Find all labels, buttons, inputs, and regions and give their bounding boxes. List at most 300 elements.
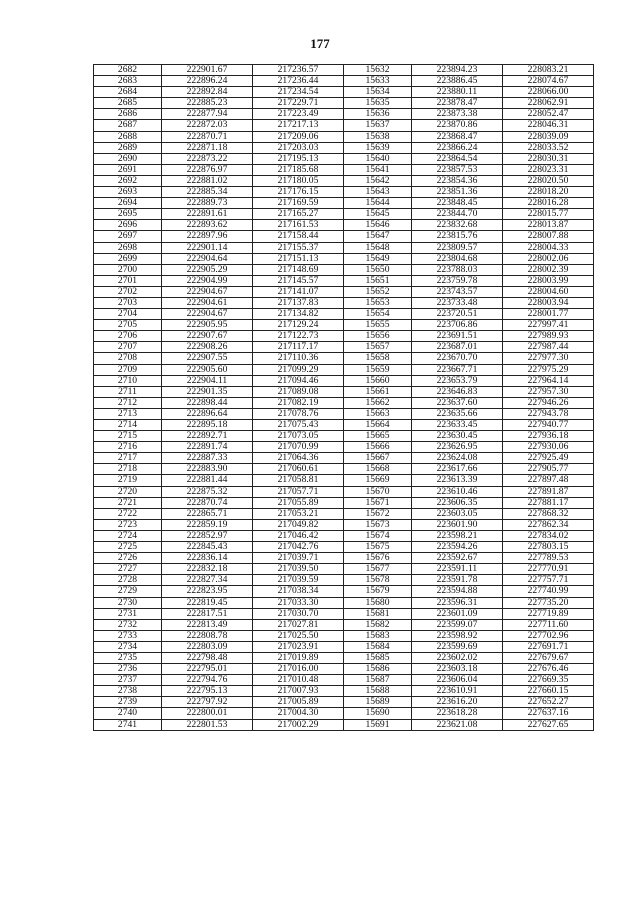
y-coordinate-b-cell: 227925.49	[503, 453, 594, 464]
y-coordinate-b-cell: 227905.77	[503, 464, 594, 475]
table-row	[94, 464, 594, 475]
point-number-a-cell: 2740	[94, 708, 162, 719]
y-coordinate-a-cell: 217053.21	[253, 508, 344, 519]
y-coordinate-b-cell: 227735.20	[503, 597, 594, 608]
x-coordinate-a-cell: 222905.95	[162, 320, 253, 331]
point-number-a-cell: 2683	[94, 76, 162, 87]
point-number-a-cell: 2727	[94, 564, 162, 575]
point-number-b-cell: 15645	[344, 209, 412, 220]
x-coordinate-b-cell: 223848.45	[412, 198, 503, 209]
x-coordinate-b-cell: 223601.09	[412, 608, 503, 619]
point-number-b-cell: 15677	[344, 564, 412, 575]
x-coordinate-b-cell: 223894.23	[412, 65, 503, 76]
point-number-b-cell: 15642	[344, 175, 412, 186]
point-number-b-cell: 15666	[344, 442, 412, 453]
x-coordinate-a-cell: 222808.78	[162, 630, 253, 641]
y-coordinate-a-cell: 217169.59	[253, 198, 344, 209]
table-row	[94, 109, 594, 120]
table-row	[94, 664, 594, 675]
x-coordinate-b-cell: 223706.86	[412, 320, 503, 331]
y-coordinate-a-cell: 217075.43	[253, 420, 344, 431]
x-coordinate-a-cell: 222885.23	[162, 98, 253, 109]
x-coordinate-a-cell: 222896.64	[162, 408, 253, 419]
point-number-a-cell: 2737	[94, 675, 162, 686]
y-coordinate-a-cell: 217004.30	[253, 708, 344, 719]
point-number-b-cell: 15633	[344, 76, 412, 87]
x-coordinate-b-cell: 223621.08	[412, 719, 503, 730]
x-coordinate-b-cell: 223591.11	[412, 564, 503, 575]
x-coordinate-b-cell: 223815.76	[412, 231, 503, 242]
x-coordinate-b-cell: 223618.28	[412, 708, 503, 719]
table-row	[94, 264, 594, 275]
x-coordinate-b-cell: 223844.70	[412, 209, 503, 220]
point-number-b-cell: 15685	[344, 652, 412, 663]
y-coordinate-b-cell: 228083.21	[503, 65, 594, 76]
point-number-a-cell: 2698	[94, 242, 162, 253]
point-number-b-cell: 15663	[344, 408, 412, 419]
point-number-a-cell: 2712	[94, 397, 162, 408]
point-number-b-cell: 15673	[344, 519, 412, 530]
x-coordinate-a-cell: 222865.71	[162, 508, 253, 519]
coordinates-table	[93, 64, 594, 731]
point-number-a-cell: 2735	[94, 652, 162, 663]
x-coordinate-a-cell: 222904.64	[162, 253, 253, 264]
y-coordinate-a-cell: 217141.07	[253, 286, 344, 297]
y-coordinate-b-cell: 227943.78	[503, 408, 594, 419]
point-number-b-cell: 15688	[344, 686, 412, 697]
x-coordinate-a-cell: 222901.35	[162, 386, 253, 397]
x-coordinate-a-cell: 222907.55	[162, 353, 253, 364]
y-coordinate-b-cell: 227957.30	[503, 386, 594, 397]
table-row	[94, 309, 594, 320]
y-coordinate-b-cell: 227669.35	[503, 675, 594, 686]
table-row	[94, 164, 594, 175]
y-coordinate-b-cell: 228023.31	[503, 164, 594, 175]
table-row	[94, 175, 594, 186]
y-coordinate-a-cell: 217033.30	[253, 597, 344, 608]
x-coordinate-b-cell: 223592.67	[412, 553, 503, 564]
table-row	[94, 641, 594, 652]
y-coordinate-b-cell: 227964.14	[503, 375, 594, 386]
point-number-a-cell: 2736	[94, 664, 162, 675]
table-row	[94, 231, 594, 242]
point-number-b-cell: 15669	[344, 475, 412, 486]
point-number-b-cell: 15679	[344, 586, 412, 597]
table-row	[94, 586, 594, 597]
y-coordinate-b-cell: 227891.87	[503, 486, 594, 497]
point-number-a-cell: 2711	[94, 386, 162, 397]
y-coordinate-a-cell: 217158.44	[253, 231, 344, 242]
point-number-b-cell: 15635	[344, 98, 412, 109]
y-coordinate-b-cell: 227679.67	[503, 652, 594, 663]
point-number-a-cell: 2732	[94, 619, 162, 630]
y-coordinate-a-cell: 217110.36	[253, 353, 344, 364]
x-coordinate-a-cell: 222877.94	[162, 109, 253, 120]
point-number-b-cell: 15636	[344, 109, 412, 120]
x-coordinate-a-cell: 222889.73	[162, 198, 253, 209]
y-coordinate-b-cell: 228074.67	[503, 76, 594, 87]
point-number-b-cell: 15639	[344, 142, 412, 153]
point-number-b-cell: 15650	[344, 264, 412, 275]
table-row	[94, 131, 594, 142]
x-coordinate-a-cell: 222832.18	[162, 564, 253, 575]
x-coordinate-b-cell: 223667.71	[412, 364, 503, 375]
x-coordinate-a-cell: 222870.71	[162, 131, 253, 142]
point-number-b-cell: 15664	[344, 420, 412, 431]
point-number-b-cell: 15680	[344, 597, 412, 608]
y-coordinate-a-cell: 217185.68	[253, 164, 344, 175]
point-number-b-cell: 15658	[344, 353, 412, 364]
y-coordinate-a-cell: 217176.15	[253, 187, 344, 198]
point-number-a-cell: 2734	[94, 641, 162, 652]
x-coordinate-a-cell: 222891.61	[162, 209, 253, 220]
y-coordinate-a-cell: 217209.06	[253, 131, 344, 142]
point-number-b-cell: 15649	[344, 253, 412, 264]
table-row	[94, 209, 594, 220]
x-coordinate-b-cell: 223606.04	[412, 675, 503, 686]
table-row	[94, 597, 594, 608]
y-coordinate-a-cell: 217027.81	[253, 619, 344, 630]
x-coordinate-b-cell: 223603.18	[412, 664, 503, 675]
point-number-a-cell: 2729	[94, 586, 162, 597]
point-number-b-cell: 15668	[344, 464, 412, 475]
x-coordinate-b-cell: 223610.46	[412, 486, 503, 497]
x-coordinate-a-cell: 222795.01	[162, 664, 253, 675]
x-coordinate-b-cell: 223630.45	[412, 431, 503, 442]
x-coordinate-b-cell: 223733.48	[412, 297, 503, 308]
point-number-a-cell: 2710	[94, 375, 162, 386]
y-coordinate-b-cell: 227862.34	[503, 519, 594, 530]
y-coordinate-b-cell: 228018.20	[503, 187, 594, 198]
y-coordinate-a-cell: 217057.71	[253, 486, 344, 497]
x-coordinate-a-cell: 222852.97	[162, 530, 253, 541]
table-row	[94, 364, 594, 375]
x-coordinate-a-cell: 222876.97	[162, 164, 253, 175]
table-row	[94, 120, 594, 131]
point-number-b-cell: 15661	[344, 386, 412, 397]
x-coordinate-b-cell: 223687.01	[412, 342, 503, 353]
table-row	[94, 453, 594, 464]
x-coordinate-b-cell: 223743.57	[412, 286, 503, 297]
y-coordinate-b-cell: 227740.99	[503, 586, 594, 597]
point-number-b-cell: 15675	[344, 542, 412, 553]
table-row	[94, 76, 594, 87]
point-number-b-cell: 15681	[344, 608, 412, 619]
y-coordinate-a-cell: 217236.44	[253, 76, 344, 87]
x-coordinate-a-cell: 222892.84	[162, 87, 253, 98]
y-coordinate-b-cell: 228066.00	[503, 87, 594, 98]
point-number-b-cell: 15686	[344, 664, 412, 675]
table-row	[94, 375, 594, 386]
point-number-a-cell: 2692	[94, 175, 162, 186]
y-coordinate-b-cell: 228030.31	[503, 153, 594, 164]
y-coordinate-b-cell: 228003.94	[503, 297, 594, 308]
y-coordinate-b-cell: 227868.32	[503, 508, 594, 519]
table-row	[94, 619, 594, 630]
y-coordinate-a-cell: 217039.50	[253, 564, 344, 575]
table-row	[94, 675, 594, 686]
y-coordinate-a-cell: 217023.91	[253, 641, 344, 652]
y-coordinate-a-cell: 217180.05	[253, 175, 344, 186]
y-coordinate-b-cell: 228033.52	[503, 142, 594, 153]
y-coordinate-a-cell: 217155.37	[253, 242, 344, 253]
point-number-b-cell: 15690	[344, 708, 412, 719]
x-coordinate-a-cell: 222819.45	[162, 597, 253, 608]
x-coordinate-b-cell: 223591.78	[412, 575, 503, 586]
point-number-a-cell: 2696	[94, 220, 162, 231]
y-coordinate-b-cell: 227789.53	[503, 553, 594, 564]
y-coordinate-a-cell: 217073.05	[253, 431, 344, 442]
y-coordinate-b-cell: 228004.60	[503, 286, 594, 297]
point-number-a-cell: 2694	[94, 198, 162, 209]
x-coordinate-a-cell: 222859.19	[162, 519, 253, 530]
y-coordinate-a-cell: 217064.36	[253, 453, 344, 464]
table-row	[94, 408, 594, 419]
point-number-a-cell: 2728	[94, 575, 162, 586]
y-coordinate-b-cell: 227719.89	[503, 608, 594, 619]
point-number-a-cell: 2706	[94, 331, 162, 342]
x-coordinate-b-cell: 223670.70	[412, 353, 503, 364]
table-row	[94, 187, 594, 198]
point-number-a-cell: 2704	[94, 309, 162, 320]
y-coordinate-b-cell: 227660.15	[503, 686, 594, 697]
y-coordinate-b-cell: 228020.50	[503, 175, 594, 186]
point-number-b-cell: 15667	[344, 453, 412, 464]
y-coordinate-b-cell: 227637.16	[503, 708, 594, 719]
x-coordinate-a-cell: 222823.95	[162, 586, 253, 597]
x-coordinate-b-cell: 223809.57	[412, 242, 503, 253]
point-number-a-cell: 2709	[94, 364, 162, 375]
table-row	[94, 431, 594, 442]
y-coordinate-b-cell: 227834.02	[503, 530, 594, 541]
point-number-a-cell: 2717	[94, 453, 162, 464]
y-coordinate-a-cell: 217070.99	[253, 442, 344, 453]
y-coordinate-a-cell: 217229.71	[253, 98, 344, 109]
point-number-b-cell: 15656	[344, 331, 412, 342]
y-coordinate-a-cell: 217078.76	[253, 408, 344, 419]
y-coordinate-b-cell: 227977.30	[503, 353, 594, 364]
point-number-b-cell: 15632	[344, 65, 412, 76]
point-number-b-cell: 15638	[344, 131, 412, 142]
x-coordinate-a-cell: 222897.96	[162, 231, 253, 242]
table-row	[94, 608, 594, 619]
x-coordinate-a-cell: 222798.48	[162, 652, 253, 663]
y-coordinate-b-cell: 228003.99	[503, 275, 594, 286]
x-coordinate-a-cell: 222797.92	[162, 697, 253, 708]
x-coordinate-a-cell: 222905.29	[162, 264, 253, 275]
x-coordinate-a-cell: 222881.02	[162, 175, 253, 186]
point-number-b-cell: 15660	[344, 375, 412, 386]
y-coordinate-b-cell: 227946.26	[503, 397, 594, 408]
table-row	[94, 652, 594, 663]
point-number-a-cell: 2722	[94, 508, 162, 519]
y-coordinate-b-cell: 227987.44	[503, 342, 594, 353]
x-coordinate-b-cell: 223594.88	[412, 586, 503, 597]
y-coordinate-b-cell: 227881.17	[503, 497, 594, 508]
point-number-a-cell: 2697	[94, 231, 162, 242]
table-row	[94, 275, 594, 286]
point-number-a-cell: 2703	[94, 297, 162, 308]
point-number-a-cell: 2689	[94, 142, 162, 153]
x-coordinate-b-cell: 223646.83	[412, 386, 503, 397]
point-number-a-cell: 2726	[94, 553, 162, 564]
x-coordinate-a-cell: 222875.32	[162, 486, 253, 497]
y-coordinate-a-cell: 217042.76	[253, 542, 344, 553]
x-coordinate-a-cell: 222896.24	[162, 76, 253, 87]
y-coordinate-a-cell: 217129.24	[253, 320, 344, 331]
x-coordinate-b-cell: 223804.68	[412, 253, 503, 264]
x-coordinate-b-cell: 223691.51	[412, 331, 503, 342]
x-coordinate-a-cell: 222908.26	[162, 342, 253, 353]
x-coordinate-a-cell: 222905.60	[162, 364, 253, 375]
table-row	[94, 98, 594, 109]
point-number-b-cell: 15684	[344, 641, 412, 652]
point-number-b-cell: 15672	[344, 508, 412, 519]
table-row	[94, 486, 594, 497]
y-coordinate-a-cell: 217203.03	[253, 142, 344, 153]
x-coordinate-b-cell: 223720.51	[412, 309, 503, 320]
x-coordinate-b-cell: 223635.66	[412, 408, 503, 419]
y-coordinate-a-cell: 217039.59	[253, 575, 344, 586]
x-coordinate-b-cell: 223616.20	[412, 697, 503, 708]
point-number-a-cell: 2713	[94, 408, 162, 419]
x-coordinate-b-cell: 223870.86	[412, 120, 503, 131]
x-coordinate-b-cell: 223626.95	[412, 442, 503, 453]
y-coordinate-a-cell: 217137.83	[253, 297, 344, 308]
y-coordinate-a-cell: 217002.29	[253, 719, 344, 730]
y-coordinate-b-cell: 227757.71	[503, 575, 594, 586]
point-number-b-cell: 15662	[344, 397, 412, 408]
point-number-a-cell: 2687	[94, 120, 162, 131]
point-number-b-cell: 15641	[344, 164, 412, 175]
table-row	[94, 530, 594, 541]
point-number-a-cell: 2691	[94, 164, 162, 175]
x-coordinate-a-cell: 222904.67	[162, 286, 253, 297]
table-row	[94, 253, 594, 264]
table-row	[94, 630, 594, 641]
y-coordinate-a-cell: 217145.57	[253, 275, 344, 286]
x-coordinate-b-cell: 223594.26	[412, 542, 503, 553]
y-coordinate-b-cell: 228039.09	[503, 131, 594, 142]
point-number-b-cell: 15654	[344, 309, 412, 320]
x-coordinate-a-cell: 222803.09	[162, 641, 253, 652]
y-coordinate-a-cell: 217030.70	[253, 608, 344, 619]
y-coordinate-a-cell: 217060.61	[253, 464, 344, 475]
table-row	[94, 220, 594, 231]
x-coordinate-b-cell: 223603.05	[412, 508, 503, 519]
table-row	[94, 397, 594, 408]
x-coordinate-b-cell: 223873.38	[412, 109, 503, 120]
point-number-a-cell: 2720	[94, 486, 162, 497]
y-coordinate-a-cell: 217195.13	[253, 153, 344, 164]
table-row	[94, 286, 594, 297]
point-number-b-cell: 15634	[344, 87, 412, 98]
point-number-a-cell: 2731	[94, 608, 162, 619]
y-coordinate-a-cell: 217134.82	[253, 309, 344, 320]
page-number: 177	[310, 36, 330, 51]
x-coordinate-a-cell: 222904.11	[162, 375, 253, 386]
x-coordinate-b-cell: 223602.02	[412, 652, 503, 663]
point-number-b-cell: 15640	[344, 153, 412, 164]
table-row	[94, 331, 594, 342]
x-coordinate-a-cell: 222827.34	[162, 575, 253, 586]
y-coordinate-b-cell: 227975.29	[503, 364, 594, 375]
point-number-a-cell: 2688	[94, 131, 162, 142]
point-number-a-cell: 2707	[94, 342, 162, 353]
point-number-a-cell: 2699	[94, 253, 162, 264]
y-coordinate-a-cell: 217038.34	[253, 586, 344, 597]
point-number-a-cell: 2741	[94, 719, 162, 730]
y-coordinate-b-cell: 228004.33	[503, 242, 594, 253]
x-coordinate-a-cell: 222845.43	[162, 542, 253, 553]
point-number-b-cell: 15689	[344, 697, 412, 708]
y-coordinate-b-cell: 228013.87	[503, 220, 594, 231]
y-coordinate-b-cell: 228016.28	[503, 198, 594, 209]
x-coordinate-a-cell: 222893.62	[162, 220, 253, 231]
y-coordinate-a-cell: 217007.93	[253, 686, 344, 697]
point-number-a-cell: 2738	[94, 686, 162, 697]
y-coordinate-a-cell: 217005.89	[253, 697, 344, 708]
x-coordinate-a-cell: 222891.74	[162, 442, 253, 453]
table-row	[94, 508, 594, 519]
point-number-b-cell: 15653	[344, 297, 412, 308]
x-coordinate-a-cell: 222873.22	[162, 153, 253, 164]
x-coordinate-b-cell: 223886.45	[412, 76, 503, 87]
y-coordinate-b-cell: 227702.96	[503, 630, 594, 641]
y-coordinate-a-cell: 217025.50	[253, 630, 344, 641]
y-coordinate-b-cell: 227770.91	[503, 564, 594, 575]
point-number-a-cell: 2725	[94, 542, 162, 553]
x-coordinate-a-cell: 222871.18	[162, 142, 253, 153]
y-coordinate-a-cell: 217217.13	[253, 120, 344, 131]
x-coordinate-a-cell: 222813.49	[162, 619, 253, 630]
table-row	[94, 142, 594, 153]
y-coordinate-a-cell: 217019.89	[253, 652, 344, 663]
point-number-b-cell: 15657	[344, 342, 412, 353]
table-row	[94, 575, 594, 586]
y-coordinate-b-cell: 228052.47	[503, 109, 594, 120]
y-coordinate-b-cell: 227989.93	[503, 331, 594, 342]
y-coordinate-b-cell: 227997.41	[503, 320, 594, 331]
y-coordinate-b-cell: 227897.48	[503, 475, 594, 486]
table-row	[94, 475, 594, 486]
y-coordinate-b-cell: 228002.39	[503, 264, 594, 275]
x-coordinate-b-cell: 223613.39	[412, 475, 503, 486]
table-row	[94, 442, 594, 453]
y-coordinate-a-cell: 217082.19	[253, 397, 344, 408]
point-number-a-cell: 2693	[94, 187, 162, 198]
point-number-a-cell: 2695	[94, 209, 162, 220]
point-number-a-cell: 2724	[94, 530, 162, 541]
x-coordinate-b-cell: 223788.03	[412, 264, 503, 275]
point-number-a-cell: 2701	[94, 275, 162, 286]
table-row	[94, 497, 594, 508]
x-coordinate-a-cell: 222885.34	[162, 187, 253, 198]
y-coordinate-b-cell: 228046.31	[503, 120, 594, 131]
y-coordinate-a-cell: 217223.49	[253, 109, 344, 120]
x-coordinate-b-cell: 223624.08	[412, 453, 503, 464]
point-number-a-cell: 2730	[94, 597, 162, 608]
table-row	[94, 719, 594, 730]
table-row	[94, 198, 594, 209]
point-number-b-cell: 15643	[344, 187, 412, 198]
x-coordinate-a-cell: 222887.33	[162, 453, 253, 464]
x-coordinate-b-cell: 223878.47	[412, 98, 503, 109]
x-coordinate-a-cell: 222907.67	[162, 331, 253, 342]
table-row	[94, 386, 594, 397]
point-number-b-cell: 15651	[344, 275, 412, 286]
point-number-b-cell: 15644	[344, 198, 412, 209]
